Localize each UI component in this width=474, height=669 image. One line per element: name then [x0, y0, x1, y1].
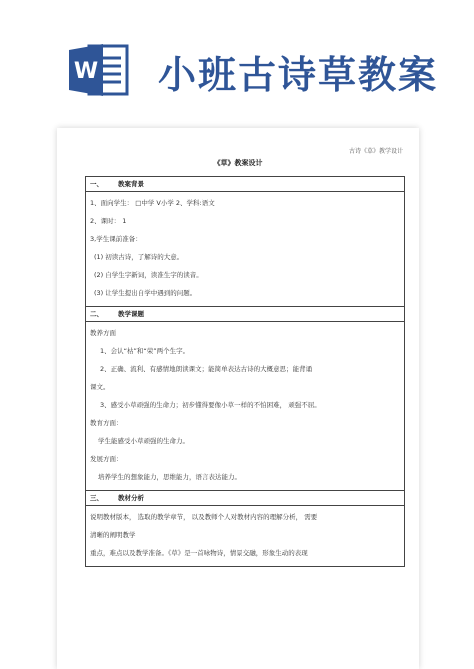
text-line: 清晰的阐明教学 — [90, 531, 136, 539]
word-document-icon — [67, 38, 131, 102]
document-page — [57, 128, 419, 669]
text-line: 教育方面： — [90, 419, 123, 427]
lesson-plan-table — [85, 176, 405, 567]
text-line: 1、面向学生： □中学 V小学 2、学科:语文 — [90, 199, 215, 207]
text-line: 说明教材版本， 选取的教学章节， 以及教师个人对教材内容的理解分析， 需要 — [90, 513, 318, 521]
text-line: (1) 初读古诗，了解诗的大意。 — [94, 253, 184, 261]
word-icon-letter: W — [73, 59, 99, 84]
section-heading — [86, 307, 404, 322]
text-line: (2) 自学生字新词，读准生字的读音。 — [94, 271, 203, 279]
text-line: 1、会认“枯”和“荣”两个生字。 — [100, 347, 190, 355]
banner-title: 小班古诗草教案 — [158, 53, 439, 97]
text-line: 3,学生课前准备： — [90, 235, 142, 243]
section-number: 一、 — [90, 180, 103, 188]
section-heading — [86, 177, 404, 192]
document-title: 《草》教案设计 — [213, 159, 263, 167]
text-line: 学生能感受小草顽强的生命力。 — [98, 437, 189, 445]
banner — [0, 0, 474, 125]
section-title: 教学课题 — [118, 310, 144, 318]
text-line: 2、课时： 1 — [90, 217, 127, 225]
section-heading — [86, 491, 404, 506]
text-line: 课文。 — [90, 383, 110, 391]
section-number: 二、 — [90, 310, 103, 318]
text-line: 发展方面： — [90, 455, 123, 463]
section-title: 教材分析 — [118, 494, 144, 502]
section-topic — [86, 306, 404, 490]
section-number: 三、 — [90, 494, 103, 502]
text-line: 重点，难点以及教学准备。《草》是一首咏物诗，情景交融，形象生动的表现 — [90, 549, 308, 557]
section-body — [86, 192, 404, 306]
section-background — [86, 177, 404, 306]
section-title: 教案背景 — [118, 180, 144, 188]
text-line: 教养方面 — [90, 329, 116, 337]
page-header: 古诗《草》教学设计 — [348, 148, 403, 155]
section-materials — [86, 490, 404, 566]
text-line: (3) 让学生提出自学中遇到的问题。 — [94, 289, 197, 297]
text-line: 培养学生的想象能力，思维能力，语言表达能力。 — [98, 473, 241, 481]
text-line: 3、感受小草顽强的生命力；初步懂得要像小草一样的不怕困难， 顽强不屈。 — [100, 401, 321, 409]
text-line: 2、正确、流利、有感情地朗读课文；能简单表达古诗的大概意思；能背诵 — [100, 365, 313, 373]
section-body — [86, 506, 404, 566]
section-body — [86, 322, 404, 490]
